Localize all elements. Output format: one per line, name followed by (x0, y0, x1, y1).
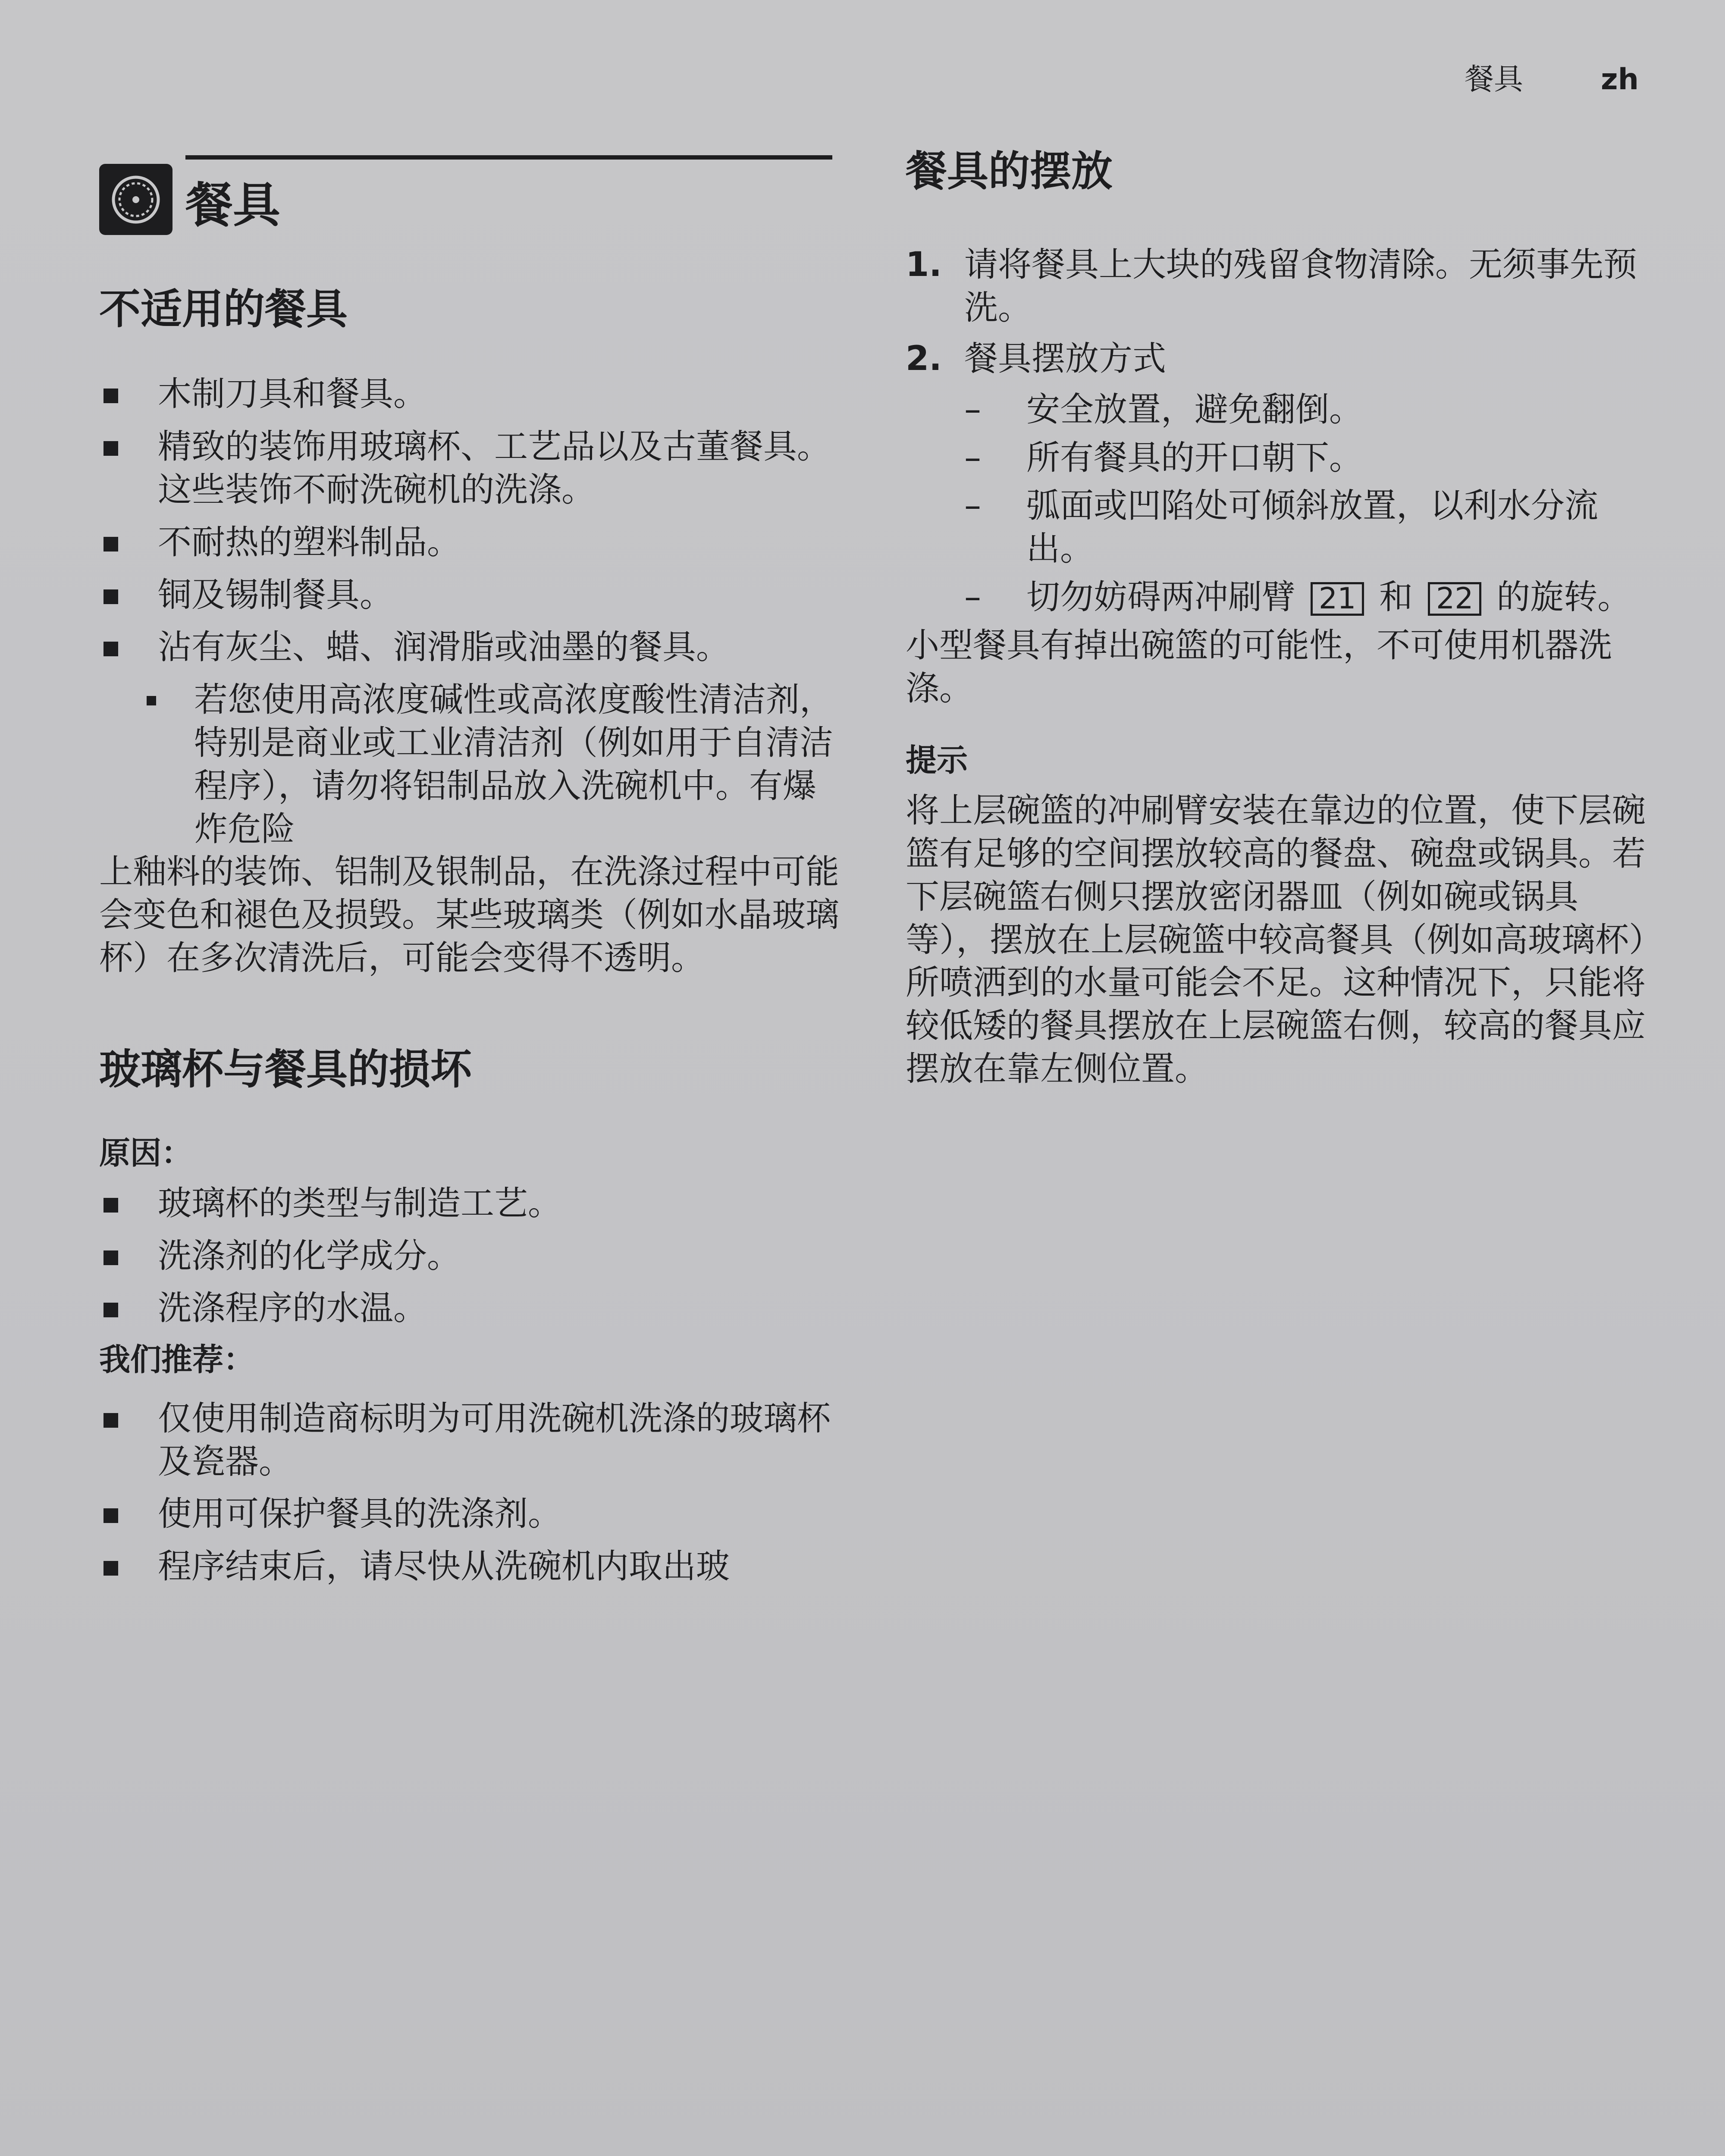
tip-text: 将上层碗篮的冲刷臂安装在靠边的位置，使下层碗篮有足够的空间摆放较高的餐盘、碗盘或锅具。若下层碗篮右侧只摆放密闭器皿（例如碗或锅具等），摆放在上层碗篮中较高餐具（例如高玻璃杯）所喷洒到的水量可能会不足。这种情况下，只能将较低矮的餐具摆放在上层碗篮右侧，较高的餐具应摆放在靠左侧位置。 (906, 791, 1646, 1089)
list-item: 使用可保护餐具的洗涤剂。 (99, 1493, 841, 1536)
list-item: 不耐热的塑料制品。 (99, 521, 841, 564)
step-number: 1. (906, 245, 942, 285)
placement-dash-list (906, 389, 1647, 619)
unsuitable-paragraph: 上釉料的装饰、铝制及银制品，在洗涤过程中可能会变色和褪色及损毁。某些玻璃类（例如水晶玻璃杯）在多次清洗后，可能会变得不透明。 (99, 852, 840, 978)
dash-item: – 弧面或凹陷处可倾斜放置，以利水分流出。 (906, 485, 1647, 571)
step-text: 餐具摆放方式 (964, 339, 1167, 378)
list-item: 仅使用制造商标明为可用洗碗机洗涤的玻璃杯及瓷器。 (99, 1398, 841, 1484)
left-column (99, 147, 841, 1598)
sub-list-item: 若您使用高浓度碱性或高浓度酸性清洁剂，特别是商业或工业清洁剂（例如用于自清洁程序），请勿将铝制品放入洗碗机中。有爆炸危险 (99, 679, 841, 851)
placement-steps (906, 244, 1647, 380)
recommend-list (99, 1398, 841, 1589)
dash-text: 切勿妨碍两冲刷臂 (1026, 577, 1296, 617)
causes-label: 原因： (99, 1135, 193, 1172)
dash-item (906, 576, 1647, 619)
list-item: 铜及锡制餐具。 (99, 574, 841, 617)
list-item: 精致的装饰用玻璃杯、工艺品以及古董餐具。这些装饰不耐洗碗机的洗涤。 (99, 426, 841, 512)
right-column (906, 147, 1647, 1091)
chapter-rule (185, 155, 832, 160)
spray-arm-ref: 21 (1311, 582, 1364, 616)
header-lang: zh (1601, 63, 1639, 97)
dash-text: 和 (1379, 577, 1413, 617)
dash-item: – 所有餐具的开口朝下。 (906, 437, 1647, 480)
step-item (906, 244, 1647, 330)
chapter-heading (99, 147, 841, 237)
list-item: 木制刀具和餐具。 (99, 373, 841, 416)
damage-heading: 玻璃杯与餐具的损坏 (99, 1045, 472, 1094)
spray-arm-ref: 22 (1428, 582, 1482, 616)
list-item: 洗涤程序的水温。 (99, 1287, 841, 1330)
list-item: 程序结束后，请尽快从洗碗机内取出玻 (99, 1545, 841, 1589)
list-item: 洗涤剂的化学成分。 (99, 1235, 841, 1278)
dishwasher-icon (99, 164, 172, 235)
step-number: 2. (906, 339, 942, 378)
recommend-label: 我们推荐： (99, 1341, 255, 1378)
list-item: 沾有灰尘、蜡、润滑脂或油墨的餐具。 (99, 626, 841, 669)
dash-item: – 安全放置，避免翻倒。 (906, 389, 1647, 432)
placement-heading: 餐具的摆放 (906, 147, 1113, 195)
unsuitable-list (99, 373, 841, 851)
header-section: 餐具 (1464, 63, 1523, 97)
dash-text: 的旋转。 (1496, 577, 1631, 617)
step-text: 请将餐具上大块的残留食物清除。无须事先预洗。 (964, 245, 1637, 328)
step-item (906, 338, 1647, 381)
placement-note: 小型餐具有掉出碗篮的可能性，不可使用机器洗涤。 (906, 626, 1612, 708)
causes-list (99, 1182, 841, 1330)
tip-heading: 提示 (906, 742, 968, 779)
running-header (1465, 56, 1639, 98)
list-item: 玻璃杯的类型与制造工艺。 (99, 1182, 841, 1225)
chapter-title: 餐具 (185, 178, 280, 233)
unsuitable-heading: 不适用的餐具 (99, 285, 348, 333)
